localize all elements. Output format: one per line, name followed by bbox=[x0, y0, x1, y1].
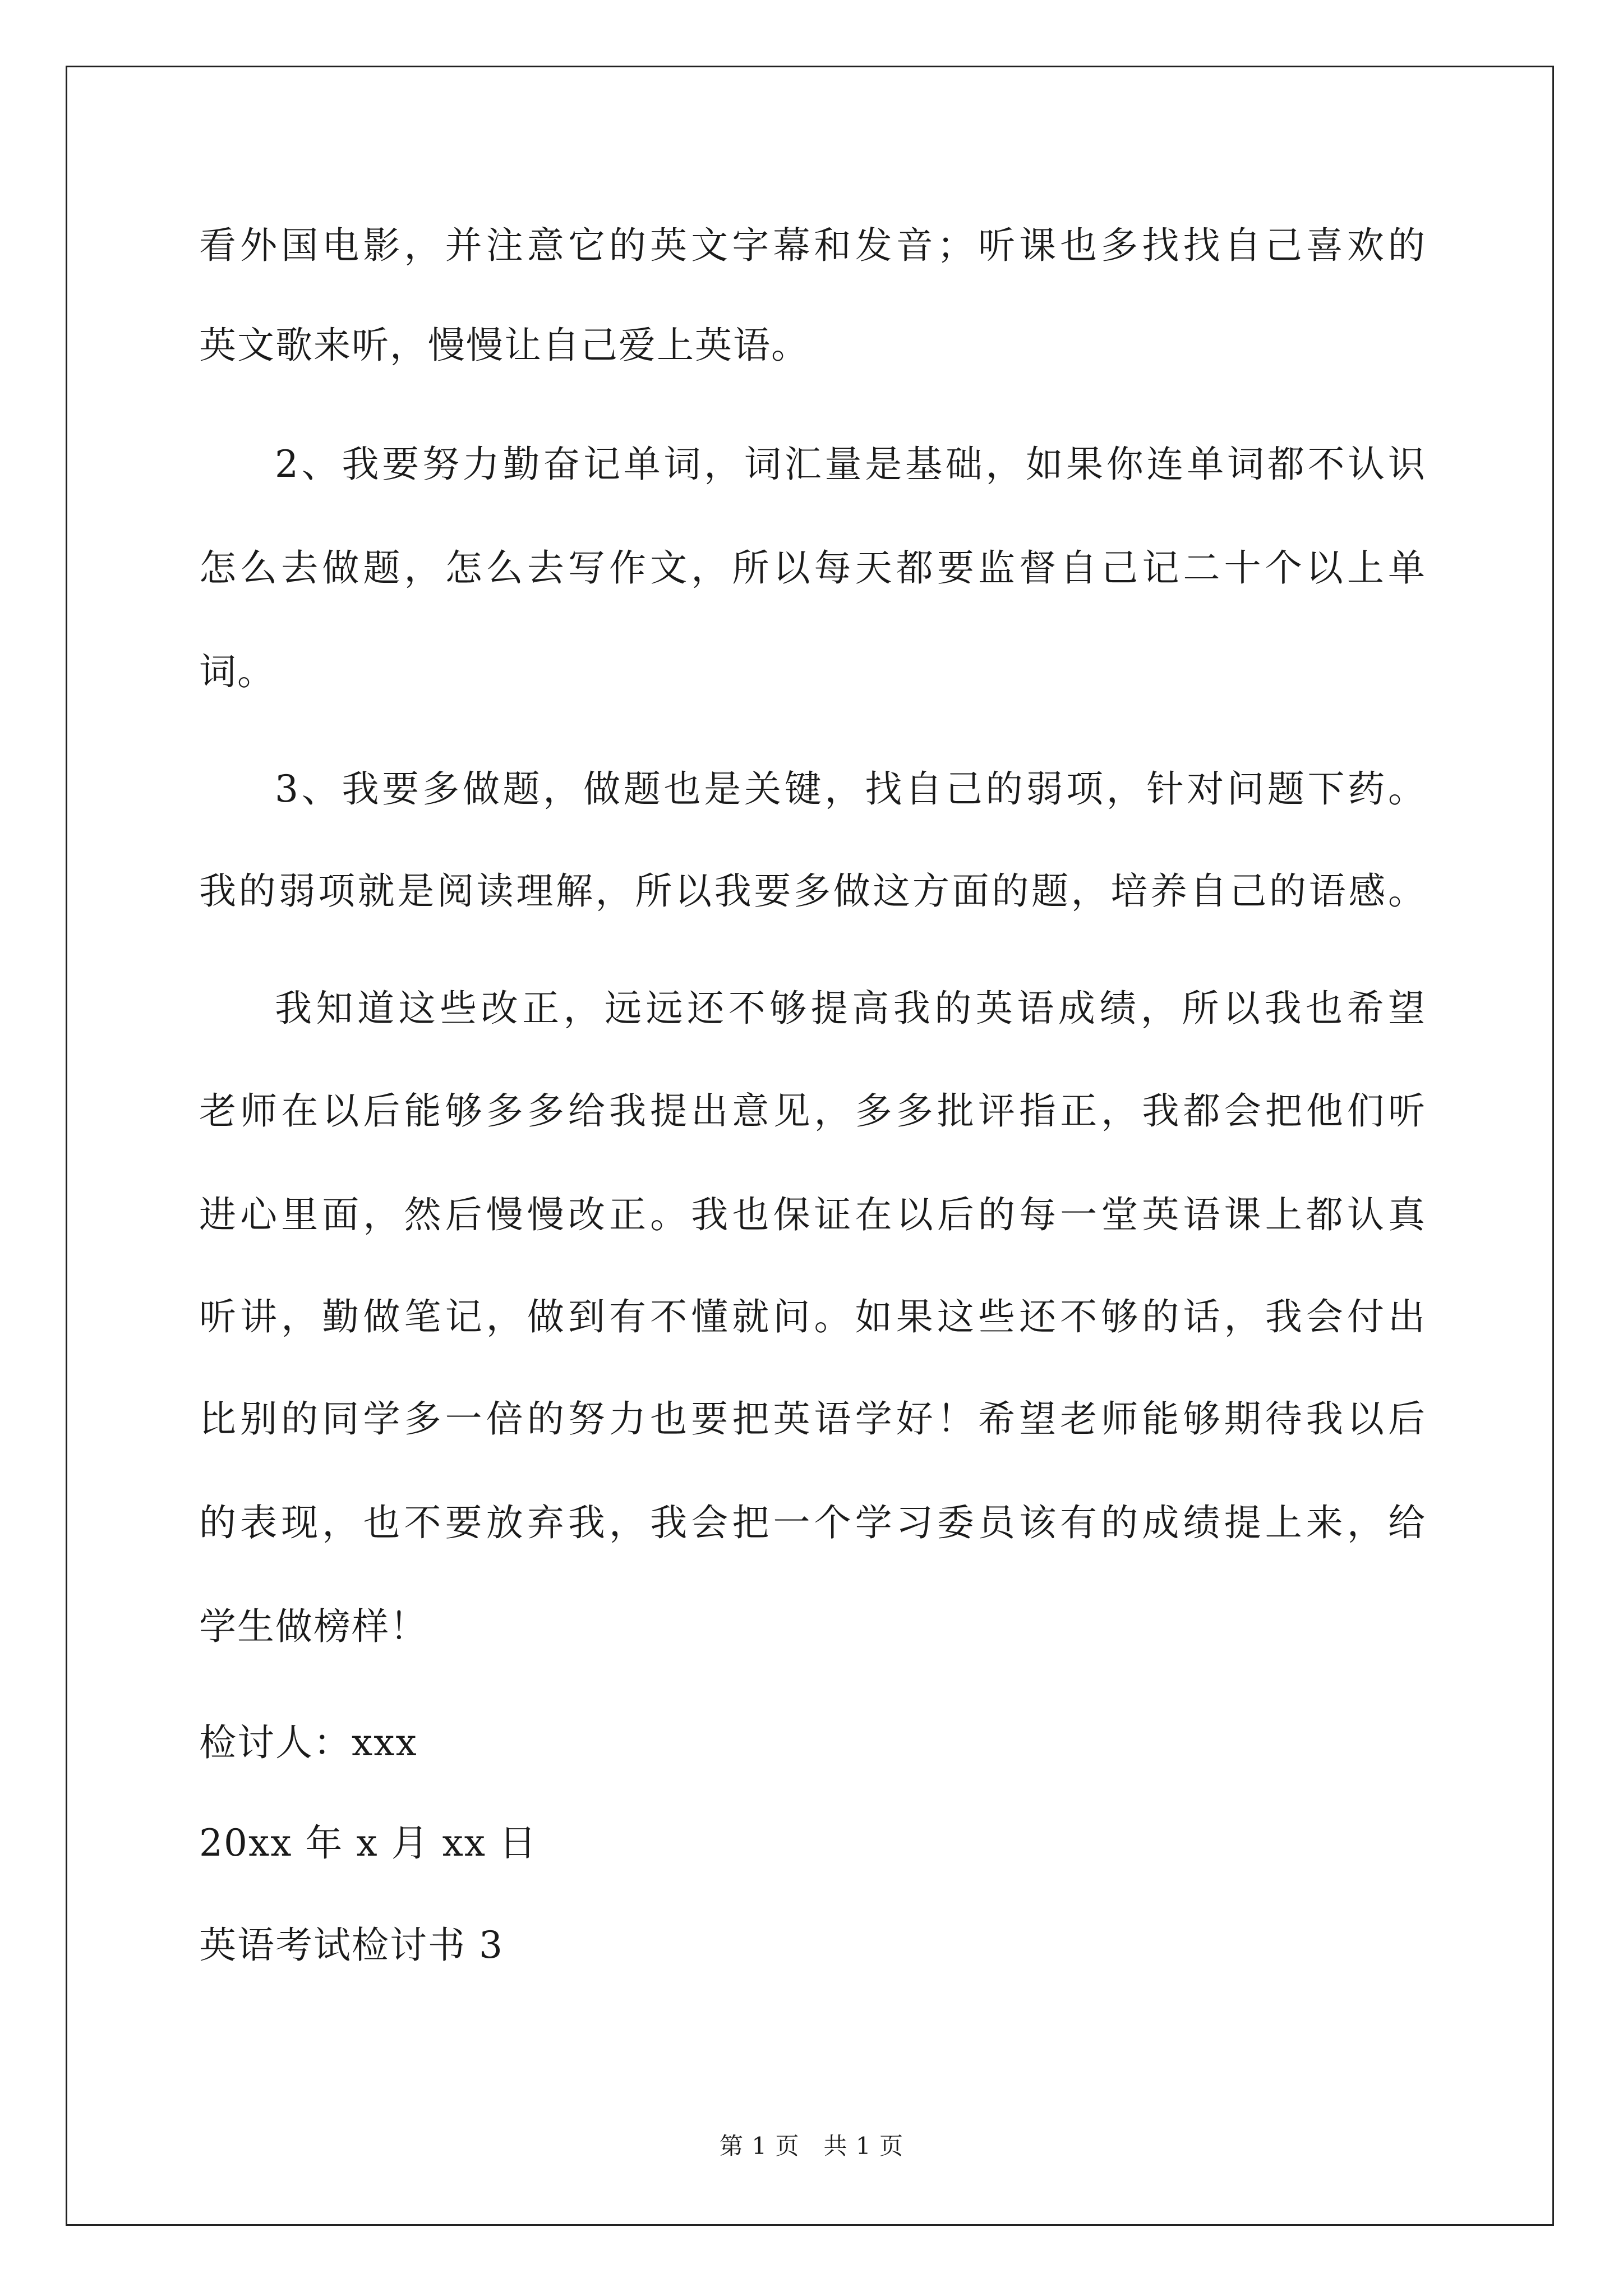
signature-line: 检讨人：xxx bbox=[199, 1721, 418, 1764]
body-line-3: 2、我要努力勤奋记单词，词汇量是基础，如果你连单词都不认识 bbox=[275, 443, 1426, 486]
body-line-5: 词。 bbox=[199, 650, 275, 693]
body-line-6: 3、我要多做题，做题也是关键，找自己的弱项，针对问题下药。 bbox=[275, 767, 1426, 811]
body-line-1: 看外国电影，并注意它的英文字幕和发音；听课也多找找自己喜欢的 bbox=[199, 224, 1426, 267]
page-border bbox=[66, 66, 1554, 2226]
body-line-10: 进心里面，然后慢慢改正。我也保证在以后的每一堂英语课上都认真 bbox=[199, 1193, 1426, 1236]
body-line-4: 怎么去做题，怎么去写作文，所以每天都要监督自己记二十个以上单 bbox=[199, 546, 1426, 590]
body-line-13: 的表现，也不要放弃我，我会把一个学习委员该有的成绩提上来，给 bbox=[199, 1501, 1426, 1544]
body-line-11: 听讲，勤做笔记，做到有不懂就问。如果这些还不够的话，我会付出 bbox=[199, 1295, 1426, 1338]
body-line-8: 我知道这些改正，远远还不够提高我的英语成绩，所以我也希望 bbox=[275, 987, 1426, 1030]
date-line: 20xx 年 x 月 xx 日 bbox=[199, 1821, 537, 1865]
body-line-12: 比别的同学多一倍的努力也要把英语学好！希望老师能够期待我以后 bbox=[199, 1397, 1426, 1441]
body-line-9: 老师在以后能够多多给我提出意见，多多批评指正，我都会把他们听 bbox=[199, 1089, 1426, 1133]
body-line-2: 英文歌来听，慢慢让自己爱上英语。 bbox=[199, 324, 809, 367]
next-document-heading: 英语考试检讨书 3 bbox=[199, 1924, 504, 1967]
page-number-footer: 第 1 页 共 1 页 bbox=[720, 2132, 903, 2160]
body-line-14: 学生做榜样！ bbox=[199, 1605, 428, 1648]
body-line-7: 我的弱项就是阅读理解，所以我要多做这方面的题，培养自己的语感。 bbox=[199, 869, 1426, 913]
